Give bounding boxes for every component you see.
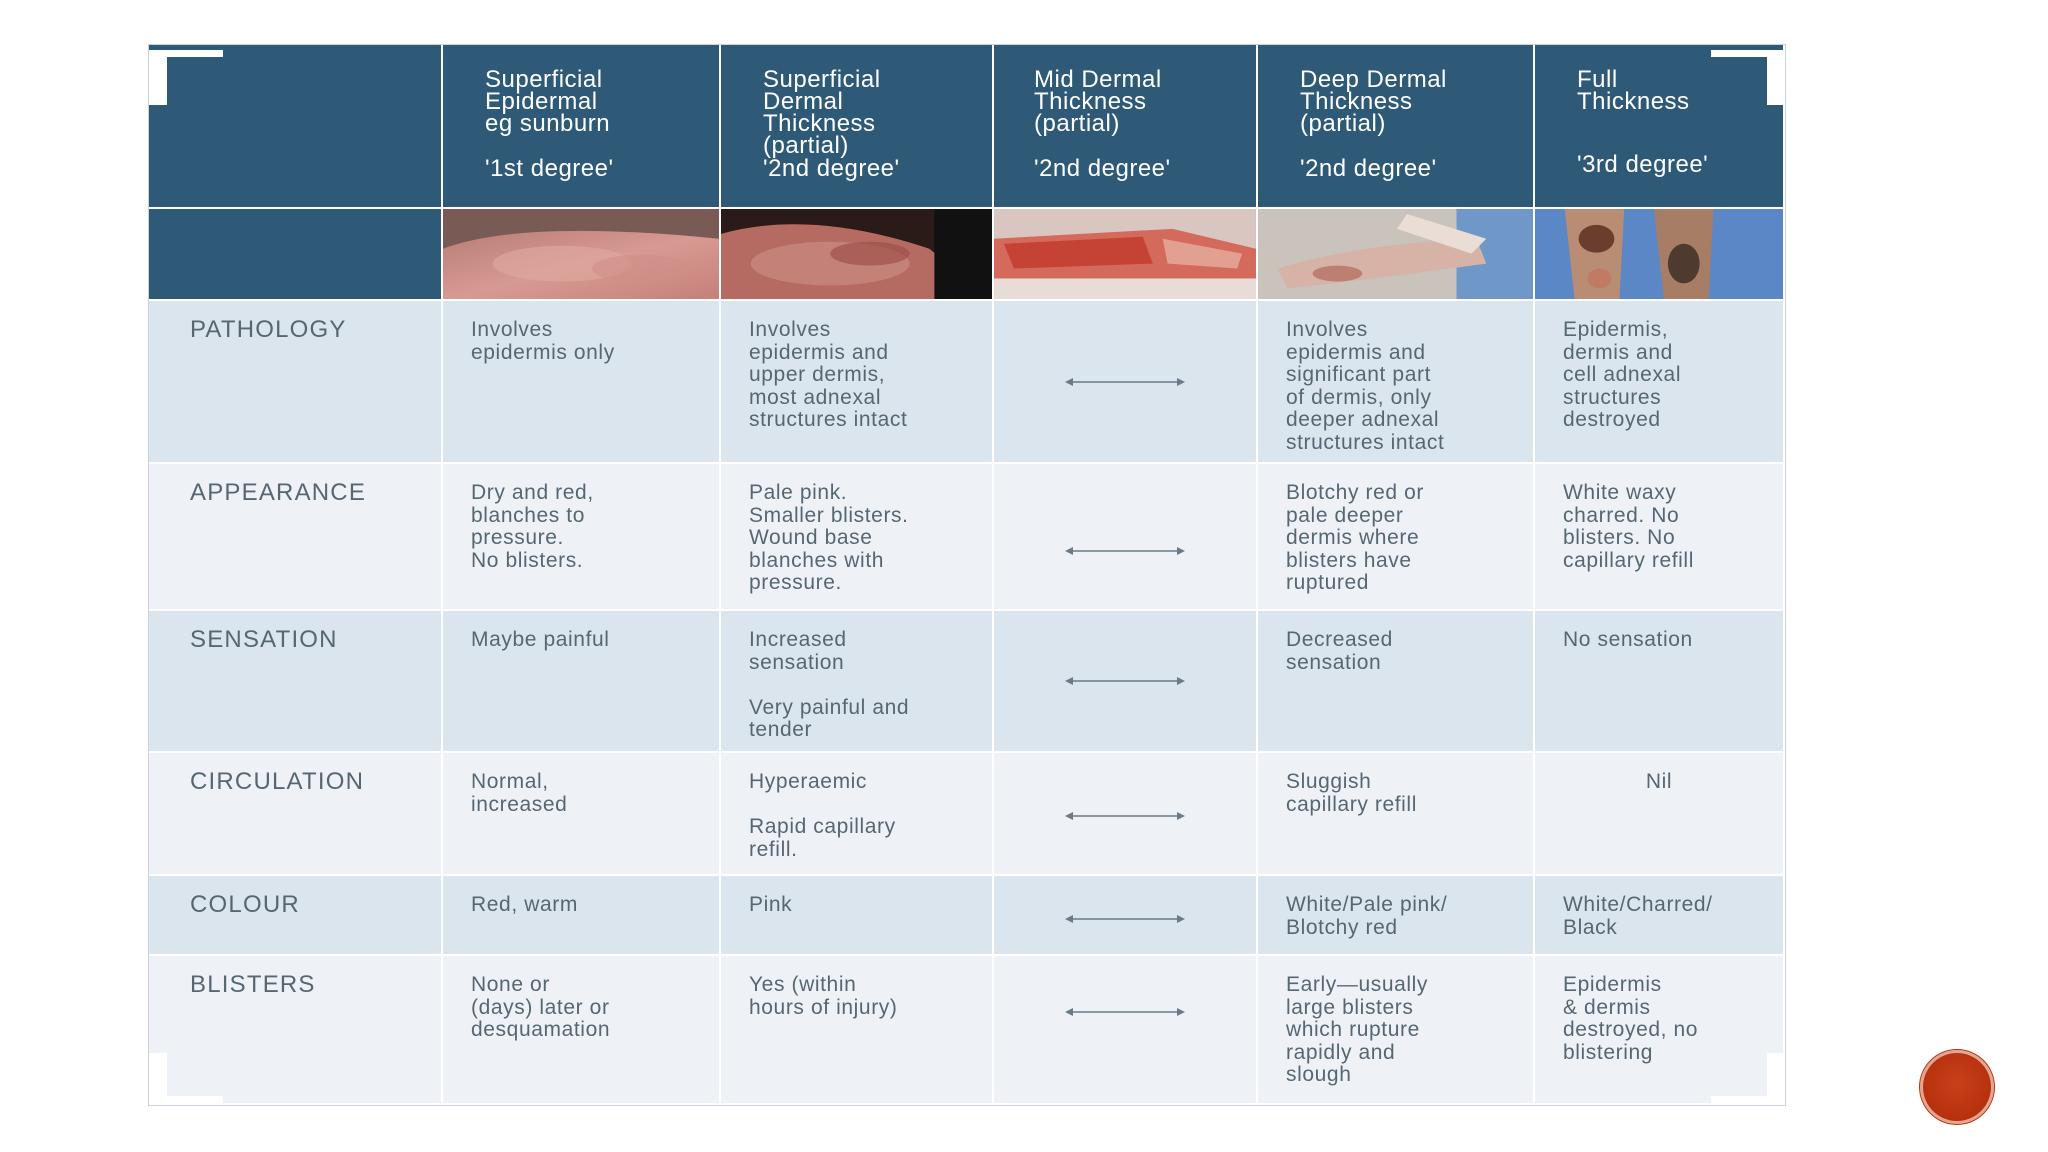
table-cell-mid-dermal	[994, 301, 1258, 464]
table-cell: Dry and red, blanches to pressure. No blisters.	[443, 464, 721, 611]
header-title: Superficial Epidermal eg sunburn	[485, 66, 611, 137]
burn-classification-table	[149, 45, 1785, 1105]
row-label-pathology: PATHOLOGY	[149, 301, 443, 464]
header-degree: '2nd degree'	[1034, 155, 1171, 182]
table-cell: Epidermis, dermis and cell adnexal structures destroyed	[1535, 301, 1785, 464]
table-cell: Involves epidermis and upper dermis, most adnexal structures intact	[721, 301, 994, 464]
header-degree: '2nd degree'	[763, 155, 900, 182]
table-cell: Involves epidermis only	[443, 301, 721, 464]
double-arrow-icon	[1065, 546, 1185, 556]
burn-photo-mid-dermal	[994, 209, 1258, 301]
header-degree: '3rd degree'	[1577, 151, 1709, 178]
header-superficial-epidermal	[443, 45, 721, 209]
foot-burn-image	[1258, 209, 1533, 300]
row-label-sensation: SENSATION	[149, 611, 443, 753]
table-cell-mid-dermal	[994, 876, 1258, 956]
table-cell: White waxy charred. No blisters. No capillary refill	[1535, 464, 1785, 611]
burn-photo-deep-dermal	[1258, 209, 1535, 301]
table-cell: Decreased sensation	[1258, 611, 1535, 753]
burn-photo-full-thickness	[1535, 209, 1785, 301]
row-label-circulation: CIRCULATION	[149, 753, 443, 876]
table-cell: White/Pale pink/ Blotchy red	[1258, 876, 1535, 956]
double-arrow-icon	[1065, 811, 1185, 821]
table-cell-mid-dermal	[994, 464, 1258, 611]
table-cell: Red, warm	[443, 876, 721, 956]
table-cell: Pink	[721, 876, 994, 956]
frame-corner-decoration	[1767, 50, 1785, 105]
table-grid	[149, 45, 1785, 1105]
table-cell: Early—usually large blisters which rupture rapidly and slough	[1258, 956, 1535, 1105]
legs-burn-image	[1535, 209, 1783, 300]
table-cell: Yes (within hours of injury)	[721, 956, 994, 1105]
header-full-thickness	[1535, 45, 1785, 209]
table-cell-mid-dermal	[994, 753, 1258, 876]
burn-photo-superficial-dermal	[721, 209, 994, 301]
table-cell: Sluggish capillary refill	[1258, 753, 1535, 876]
header-corner-cell	[149, 45, 443, 209]
table-cell: Pale pink. Smaller blisters. Wound base blanches with pressure.	[721, 464, 994, 611]
header-mid-dermal	[994, 45, 1258, 209]
header-title: Mid Dermal Thickness (partial)	[1034, 66, 1162, 137]
row-label-appearance: APPEARANCE	[149, 464, 443, 611]
header-deep-dermal	[1258, 45, 1535, 209]
photo-row-label-cell	[149, 209, 443, 301]
double-arrow-icon	[1065, 676, 1185, 686]
header-title: Full Thickness	[1577, 66, 1690, 115]
dermal-burn-image	[721, 209, 992, 300]
table-cell-mid-dermal	[994, 956, 1258, 1105]
header-title: Deep Dermal Thickness (partial)	[1300, 66, 1447, 137]
row-label-colour: COLOUR	[149, 876, 443, 956]
table-cell: Hyperaemic Rapid capillary refill.	[721, 753, 994, 876]
header-superficial-dermal	[721, 45, 994, 209]
header-degree: '2nd degree'	[1300, 155, 1437, 182]
table-cell: Maybe painful	[443, 611, 721, 753]
double-arrow-icon	[1065, 377, 1185, 387]
double-arrow-icon	[1065, 1007, 1185, 1017]
frame-corner-decoration	[1767, 1053, 1785, 1103]
table-cell-mid-dermal	[994, 611, 1258, 753]
table-cell: Involves epidermis and significant part of dermis, only deeper adnexal structures intact	[1258, 301, 1535, 464]
header-title: Superficial Dermal Thickness (partial)	[763, 66, 881, 159]
table-cell: Normal, increased	[443, 753, 721, 876]
header-degree: '1st degree'	[485, 155, 614, 182]
burn-photo-superficial-epidermal	[443, 209, 721, 301]
table-cell: Nil	[1535, 753, 1785, 876]
table-cell: None or (days) later or desquamation	[443, 956, 721, 1105]
double-arrow-icon	[1065, 914, 1185, 924]
table-cell: Blotchy red or pale deeper dermis where blisters have ruptured	[1258, 464, 1535, 611]
row-label-blisters: BLISTERS	[149, 956, 443, 1105]
frame-corner-decoration	[149, 1053, 167, 1103]
sunburn-skin-image	[443, 209, 719, 300]
table-cell: White/Charred/ Black	[1535, 876, 1785, 956]
frame-corner-decoration	[149, 50, 167, 105]
table-cell: Increased sensation Very painful and tender	[721, 611, 994, 753]
hand-burn-image	[994, 209, 1256, 300]
table-cell: Epidermis & dermis destroyed, no blistering	[1535, 956, 1785, 1105]
nav-circle-button[interactable]	[1920, 1050, 1994, 1124]
table-cell: No sensation	[1535, 611, 1785, 753]
